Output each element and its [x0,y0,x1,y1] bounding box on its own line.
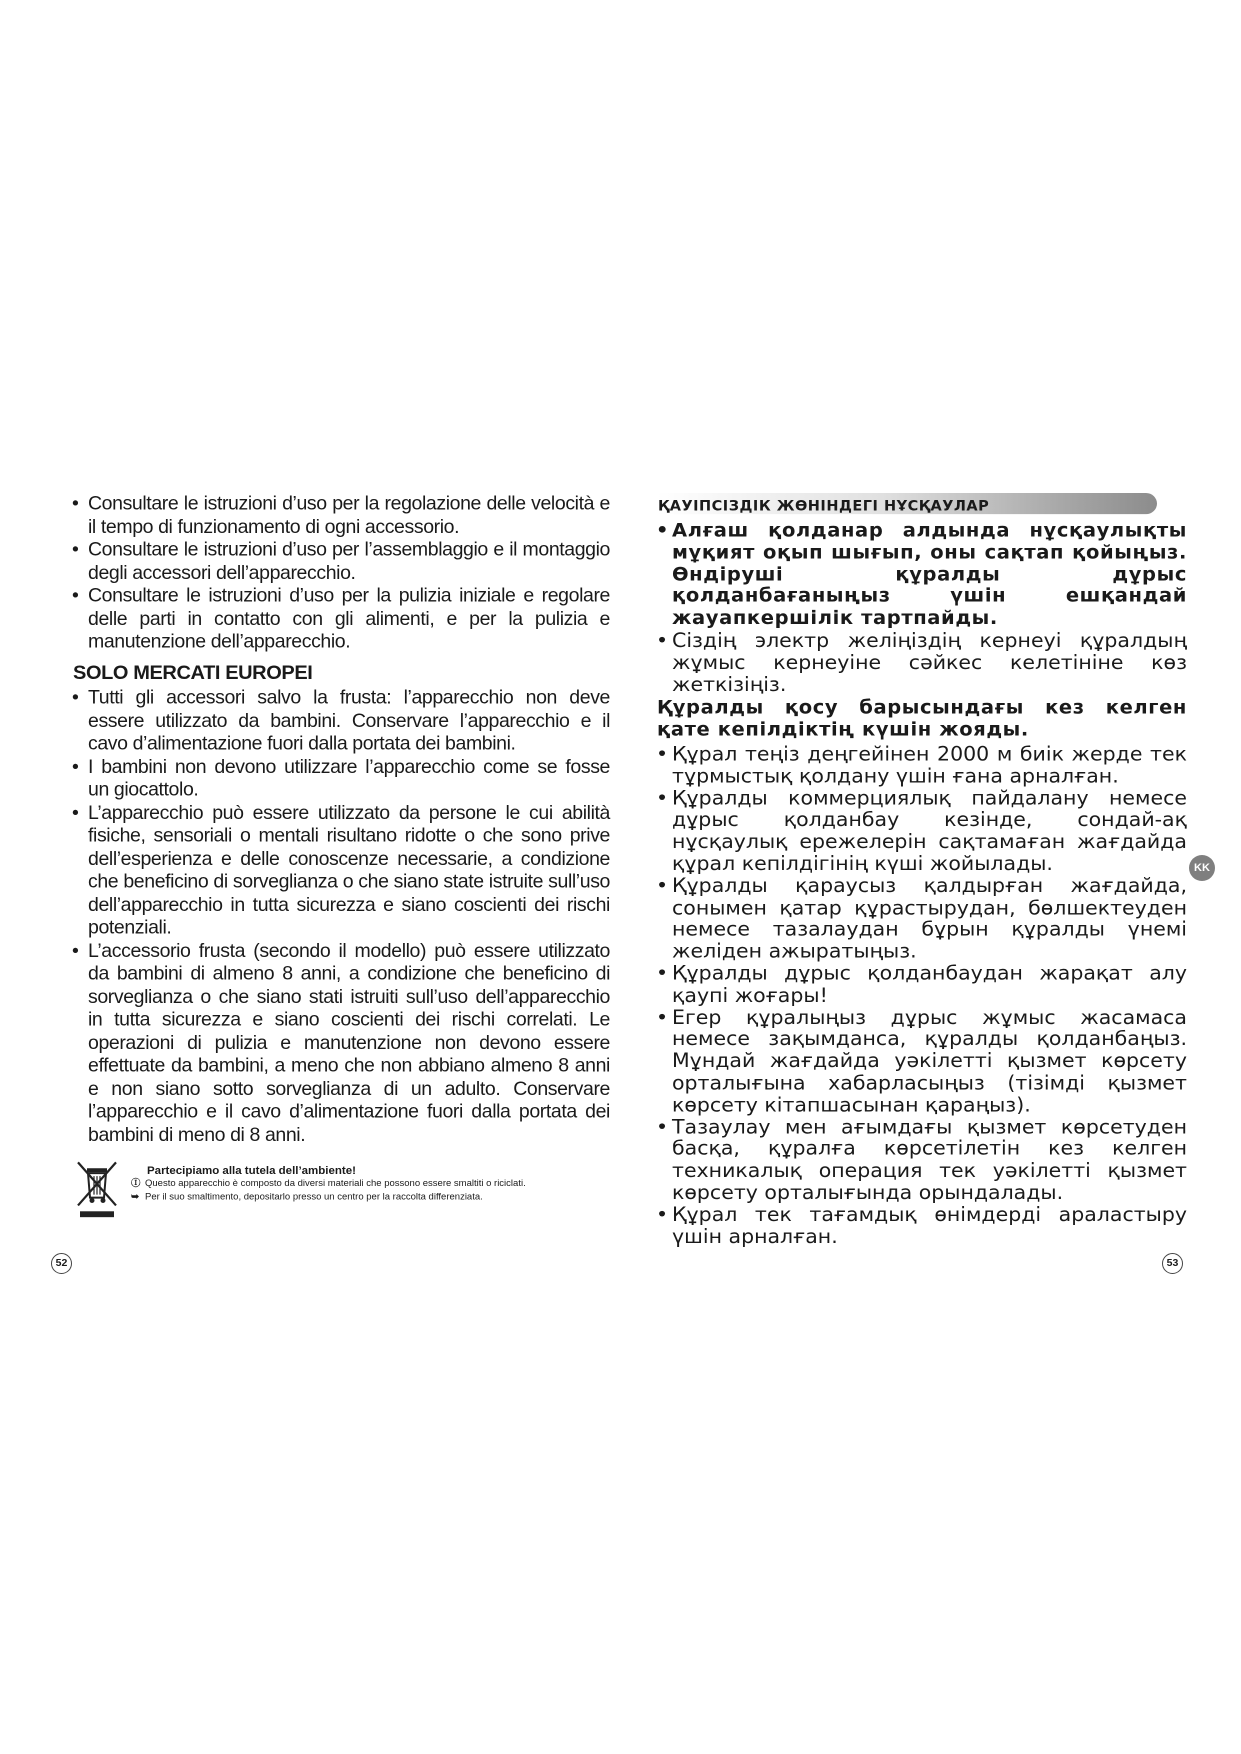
list-item: • Құрал тек тағамдық өнімдерді араластыру үшін арналған. [657,1203,1187,1247]
crossed-out-wheelie-bin-icon [76,1158,118,1219]
right-bullets-intro [657,520,1187,695]
environment-line-1 [131,1178,526,1190]
list-item: • Consultare le istruzioni d’uso per la pulizia iniziale e regolare delle parti in contatto con gli alimenti, e per la pulizia e manutenzione dell’apparecchio. [73,585,610,654]
list-item: • Consultare le istruzioni d’uso per l’assemblaggio e il montaggio degli accessori dell’apparecchio. [73,539,610,585]
recycle-arrow-icon: ➥ [131,1191,139,1203]
right-page-content [657,493,1187,1247]
list-item: • Tutti gli accessori salvo la frusta: l’apparecchio non deve essere utilizzato da bambini. Conservare l’apparecchio e il cavo d’alimentazione fuori dalla portata dei bambini. [73,687,610,756]
environment-line-2-text: Per il suo smaltimento, depositarlo presso un centro per la raccolta differenziata. [145,1191,483,1203]
section-title: SOLO MERCATI EUROPEI [73,661,313,684]
warranty-note: Құралды қосу барысындағы кез келген қате кепілдіктің күшін жояды. [657,696,1187,741]
list-item: • Егер құралыңыз дұрыс жұмыс жасамаса немесе зақымданса, құралды қолданбаңыз. Мұндай жағдайда уәкілетті қызмет көрсету орталығына хабарласыңыз (тізімді қызмет көрсету кітапшасынан қараңыз). [657,1006,1187,1116]
list-item: • Құрал теңіз деңгейінен 2000 м биік жерде тек тұрмыстық қолдану үшін ғана арналған. [657,743,1187,787]
page-number-left: 52 [51,1253,72,1274]
environment-notice [73,1156,610,1225]
environment-heading: Partecipiamo alla tutela dell’ambiente! [147,1165,356,1178]
list-item: • Құралды коммерциялық пайдалану немесе дұрыс қолданбау кезінде, сондай-ақ нұсқаулық ережелерін сақтамаған жағдайда құрал кепілдігінің күші жойылады. [657,787,1187,875]
list-item: • Құралды қараусыз қалдырған жағдайда, сонымен қатар құрастырудан, бөлшектеуден немесе тазалаудан бұрын құралды үнемі желіден ажыратыңыз. [657,875,1187,963]
left-bullets-section [73,687,610,1147]
left-page-content [73,493,610,1225]
list-item: • L’accessorio frusta (secondo il modello) può essere utilizzato da bambini di almeno 8 anni, a condizione che beneficino di sorveglianza o che siano stati istruiti sull’uso dell’apparecchio in tutta sicurezza e siano coscienti dei rischi correlati. Le operazioni di pulizia e manutenzione non devono essere effettuate da bambini, a meno che non abbiano almeno 8 anni e non siano sotto sorveglianza di un adulto. Conservare l’apparecchio e il cavo d’alimentazione fuori dalla portata dei bambini di meno di 8 anni. [73,940,610,1147]
list-item: • Алғаш қолданар алдында нұсқаулықты мұқият оқып шығып, оны сақтап қойыңыз. Өндіруші құралды дұрыс қолданбағаныңыз үшін ешқандай жауапкершілік тартпайды. [657,520,1187,630]
list-item: • Құралды дұрыс қолданбаудан жарақат алу қаупі жоғары! [657,962,1187,1006]
info-icon: Ⓘ [131,1178,141,1189]
safety-header-title: ҚАУІПСІЗДІК ЖӨНІНДЕГІ НҰСҚАУЛАР [658,498,990,515]
list-item: • Сіздің электр желіңіздің кернеуі құралдың жұмыс кернеуіне сәйкес келетініне көз жеткізіңіз. [657,630,1187,696]
list-item: • I bambini non devono utilizzare l’apparecchio come se fosse un giocattolo. [73,756,610,802]
environment-line-1-text: Questo apparecchio è composto da diversi materiali che possono essere smaltiti o riciclati. [145,1178,526,1189]
left-bullets-top [73,493,610,654]
page-number-right: 53 [1162,1253,1183,1274]
list-item: • Consultare le istruzioni d’uso per la regolazione delle velocità e il tempo di funzionamento di ogni accessorio. [73,493,610,539]
safety-header [657,493,1187,516]
environment-line-2 [131,1192,483,1204]
right-bullets [657,743,1187,1247]
list-item: • Тазаулау мен ағымдағы қызмет көрсетуден басқа, құралға көрсетілетін кез келген техникалық операция тек уәкілетті қызмет көрсету орталығында орындалады. [657,1116,1187,1204]
language-tab-kk: KK [1189,855,1215,881]
list-item: • L’apparecchio può essere utilizzato da persone le cui abilità fisiche, sensoriali o mentali risultano ridotte o che sono prive dell’esperienza e delle conoscenze necessarie, a condizione che beneficino di sorveglianza o che siano state istruite sull’uso dell’apparecchio in tutta sicurezza e siano coscienti dei rischi potenziali. [73,802,610,940]
